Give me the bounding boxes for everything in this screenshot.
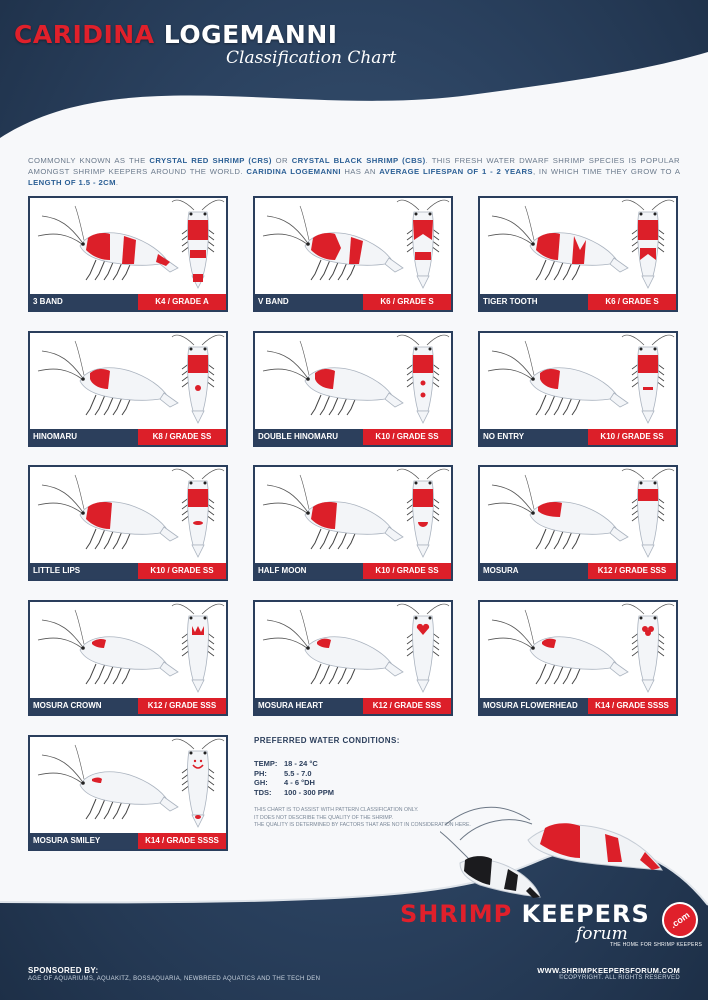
card-label-bar (30, 698, 226, 714)
card-label-bar (255, 294, 451, 310)
shrimp-card (28, 600, 228, 716)
disclaimer-line: THE QUALITY IS DETERMINED BY FACTORS THAT ARE NOT IN CONSIDERATION HERE. (254, 822, 471, 828)
card-label-bar (480, 698, 676, 714)
red-marking (188, 489, 208, 507)
shrimp-card (253, 465, 453, 581)
shrimp-top-view (622, 469, 674, 557)
red-marking (188, 220, 208, 240)
water-row-gh (254, 778, 514, 788)
red-marking (188, 355, 208, 373)
card-label-bar (30, 294, 226, 310)
shrimp-illustration (30, 333, 226, 429)
water-label: PH: (254, 768, 267, 778)
shrimp-top-view (172, 604, 224, 692)
card-label-bar (255, 429, 451, 445)
pattern-name: MOSURA HEART (258, 701, 324, 710)
intro-length: LENGTH OF 1.5 - 2CM (28, 178, 116, 187)
red-marking (638, 220, 658, 240)
intro-text: OR (275, 156, 288, 165)
red-marking (193, 521, 203, 525)
grade-badge: K8 / GRADE SS (138, 429, 226, 445)
shrimp-illustration (480, 333, 676, 429)
shrimp-side-view (38, 745, 178, 819)
page-title (14, 20, 338, 49)
forum-logo (400, 900, 703, 948)
card-label-bar (480, 294, 676, 310)
disclaimer-line: IT DOES NOT DESCRIBE THE QUALITY OF THE SHRIMP. (254, 814, 393, 821)
shrimp-card (28, 331, 228, 447)
shrimp-card (253, 600, 453, 716)
grade-badge: K6 / GRADE S (363, 294, 451, 310)
pattern-name: MOSURA FLOWERHEAD (483, 701, 578, 710)
site-block (537, 966, 680, 981)
grade-badge: K10 / GRADE SS (363, 429, 451, 445)
shrimp-top-view (172, 200, 224, 288)
pattern-name: HINOMARU (33, 432, 77, 441)
water-heading: PREFERRED WATER CONDITIONS: (254, 736, 400, 745)
shrimp-card (478, 600, 678, 716)
pattern-name: DOUBLE HINOMARU (258, 432, 338, 441)
intro-cbs: CRYSTAL BLACK SHRIMP (CBS) (291, 156, 426, 165)
shrimp-card (478, 465, 678, 581)
intro-text: COMMONLY KNOWN AS THE (28, 156, 146, 165)
pattern-name: MOSURA (483, 566, 519, 575)
grade-badge: K10 / GRADE SS (588, 429, 676, 445)
shrimp-side-view (38, 475, 178, 549)
water-row-tds (254, 788, 514, 798)
water-label: GH: (254, 778, 268, 787)
red-marking (86, 233, 110, 260)
shrimp-card (253, 331, 453, 447)
water-row-ph (254, 769, 514, 779)
red-marking (638, 355, 658, 373)
shrimp-side-view (488, 475, 628, 549)
grade-badge: K14 / GRADE SSSS (588, 698, 676, 714)
card-label-bar (480, 563, 676, 579)
shrimp-illustration (480, 467, 676, 563)
shrimp-side-view (488, 610, 628, 684)
intro-paragraph (28, 155, 680, 188)
pattern-name: LITTLE LIPS (33, 566, 81, 575)
grade-badge: K4 / GRADE A (138, 294, 226, 310)
shrimp-top-view (622, 335, 674, 423)
intro-crs: CRYSTAL RED SHRIMP (CRS) (149, 156, 272, 165)
red-marking (645, 630, 651, 636)
shrimp-icon (440, 825, 540, 898)
logo-forum: forum (576, 924, 628, 944)
pattern-name: MOSURA CROWN (33, 701, 102, 710)
pattern-name: 3 BAND (33, 297, 63, 306)
decorative-shrimp-group (440, 800, 690, 910)
logo-tagline: THE HOME FOR SHRIMP KEEPERS (610, 942, 703, 948)
intro-text: , IN WHICH TIME THEY GROW TO A (532, 167, 680, 176)
title-species-genus: CARIDINA (14, 20, 155, 49)
shrimp-card (478, 196, 678, 312)
red-marking (122, 236, 136, 264)
shrimp-side-view (38, 206, 178, 280)
shrimp-side-view (488, 206, 628, 280)
shrimp-illustration (30, 737, 226, 833)
shrimp-illustration (255, 602, 451, 698)
shrimp-illustration (255, 333, 451, 429)
grade-badge: K12 / GRADE SSS (363, 698, 451, 714)
shrimp-card (28, 196, 228, 312)
shrimp-side-view (263, 341, 403, 415)
shrimp-illustration (480, 602, 676, 698)
website-link[interactable]: WWW.SHRIMPKEEPERSFORUM.COM (537, 966, 680, 975)
grade-badge: K10 / GRADE SS (138, 563, 226, 579)
sponsor-list: AGE OF AQUARIUMS, AQUAKITZ, BOSSAQUARIA, NEWBREED AQUATICS AND THE TECH DEN (28, 976, 321, 982)
water-value: 5.5 - 7.0 (284, 768, 312, 778)
red-marking (421, 393, 426, 398)
grade-badge: K12 / GRADE SSS (588, 563, 676, 579)
red-marking (190, 250, 206, 258)
shrimp-illustration (30, 198, 226, 294)
grade-badge: K12 / GRADE SSS (138, 698, 226, 714)
shrimp-illustration (255, 198, 451, 294)
shrimp-illustration (30, 467, 226, 563)
shrimp-card (478, 331, 678, 447)
pattern-name: HALF MOON (258, 566, 307, 575)
shrimp-top-view (622, 200, 674, 288)
logo-word-keepers: KEEPERS (521, 900, 650, 928)
water-value: 18 - 24 °C (284, 759, 318, 768)
title-species-name: LOGEMANNI (163, 20, 338, 49)
red-marking (415, 252, 431, 260)
card-label-bar (30, 429, 226, 445)
red-marking (413, 489, 433, 507)
red-marking (200, 760, 202, 762)
disclaimer-line: THIS CHART IS TO ASSIST WITH PATTERN CLASSIFICATION ONLY. (254, 807, 419, 813)
shrimp-illustration (255, 467, 451, 563)
water-row-temp (254, 759, 514, 769)
intro-lifespan: AVERAGE LIFESPAN OF 1 - 2 YEARS (379, 167, 533, 176)
red-marking (194, 760, 196, 762)
card-label-bar (255, 698, 451, 714)
pattern-name: MOSURA SMILEY (33, 836, 101, 845)
shrimp-side-view (263, 475, 403, 549)
shrimp-illustration (480, 198, 676, 294)
shrimp-top-view (622, 604, 674, 692)
shrimp-side-view (38, 610, 178, 684)
water-label: TDS: (254, 787, 272, 797)
logo-word-shrimp: SHRIMP (400, 900, 513, 928)
shrimp-top-view (172, 739, 224, 827)
intro-text: . (115, 178, 119, 187)
pattern-name: TIGER TOOTH (483, 297, 538, 306)
intro-text: HAS AN (344, 167, 376, 176)
pattern-name: NO ENTRY (483, 432, 525, 441)
intro-text: . THIS FRESH WATER DWARF SHRIMP SPECIES IS POPULAR AMONGST SHRIMP KEEPERS AROUND THE WORLD. (28, 156, 680, 176)
red-marking (643, 387, 653, 390)
shrimp-top-view (397, 335, 449, 423)
shrimp-top-view (397, 469, 449, 557)
red-marking (195, 815, 201, 819)
shrimp-top-view (397, 200, 449, 288)
shrimp-card (253, 196, 453, 312)
card-label-bar (30, 563, 226, 579)
shrimp-side-view (38, 341, 178, 415)
red-marking (536, 233, 560, 260)
card-label-bar (255, 563, 451, 579)
water-label: TEMP: (254, 759, 278, 768)
red-marking (638, 489, 658, 501)
pattern-name: V BAND (258, 297, 289, 306)
red-marking (421, 381, 426, 386)
sponsor-heading: SPONSORED BY: (28, 966, 99, 975)
grade-badge: K10 / GRADE SS (363, 563, 451, 579)
shrimp-side-view (263, 610, 403, 684)
red-marking (193, 274, 203, 282)
shrimp-top-view (172, 335, 224, 423)
shrimp-card (28, 735, 228, 851)
card-label-bar (30, 833, 226, 849)
grade-badge: K14 / GRADE SSSS (138, 833, 226, 849)
grade-badge: K6 / GRADE S (588, 294, 676, 310)
sponsor-block (28, 966, 320, 983)
shrimp-top-view (397, 604, 449, 692)
card-label-bar (480, 429, 676, 445)
shrimp-illustration (30, 602, 226, 698)
red-marking (413, 355, 433, 373)
water-value: 100 - 300 PPM (284, 787, 335, 797)
shrimp-top-view (172, 469, 224, 557)
logo-com-badge: .com (655, 895, 705, 945)
red-marking (195, 385, 201, 391)
page-subtitle: Classification Chart (226, 48, 397, 68)
intro-species: CARIDINA LOGEMANNI (246, 167, 341, 176)
copyright-text: ©COPYRIGHT. ALL RIGHTS RESERVED (558, 975, 680, 981)
shrimp-side-view (488, 341, 628, 415)
shrimp-side-view (263, 206, 403, 280)
shrimp-card (28, 465, 228, 581)
water-value: 4 - 6 °DH (284, 778, 315, 787)
